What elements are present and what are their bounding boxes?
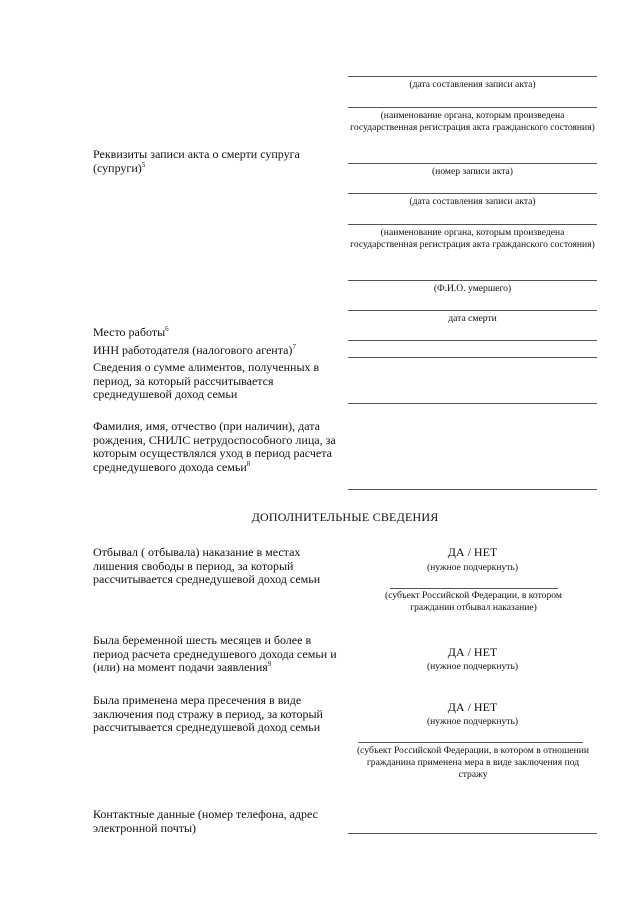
date-record-1-caption: (дата составления записи акта) [409, 79, 536, 90]
footnote-8: 8 [246, 459, 251, 468]
footnote-6: 6 [165, 325, 169, 333]
death-record-label [93, 148, 338, 175]
employer-inn-line[interactable] [348, 357, 597, 358]
organ-2-line[interactable] [348, 224, 597, 225]
contacts-label: Контактные данные (номер телефона, адрес электронной почты) [93, 807, 318, 835]
date-record-1-line[interactable] [348, 76, 597, 77]
workplace-line[interactable] [348, 340, 597, 341]
custody-yes-no[interactable]: ДА / НЕТ [447, 700, 498, 714]
pregnancy-label [93, 634, 348, 675]
employer-inn-label [93, 344, 296, 358]
record-number-line[interactable] [348, 163, 597, 164]
footnote-7: 7 [292, 343, 296, 351]
additional-info-heading: ДОПОЛНИТЕЛЬНЫЕ СВЕДЕНИЯ [251, 510, 439, 524]
alimony-label: Сведения о сумме алиментов, полученных в период, за который рассчитывается среднедушевой доход семьи [93, 360, 320, 401]
date-record-2-line[interactable] [348, 193, 597, 194]
pregnancy-text: Была беременной шесть месяцев и более в период расчета среднедушевого дохода семьи и (или) на момент подачи заявления [93, 633, 337, 674]
alimony-line[interactable] [348, 403, 597, 404]
organ-1-line[interactable] [348, 107, 597, 108]
contacts-line[interactable] [348, 833, 597, 834]
deceased-name-caption: (Ф.И.О. умершего) [433, 283, 512, 294]
deceased-name-line[interactable] [348, 280, 597, 281]
pregnancy-hint: (нужное подчеркнуть) [426, 661, 519, 672]
date-record-2-caption: (дата составления записи акта) [409, 196, 536, 207]
imprisonment-hint: (нужное подчеркнуть) [426, 562, 519, 573]
workplace-text: Место работы [93, 325, 166, 339]
imprisonment-region-caption: (субъект Российской Федерации, в котором гражданин отбывал наказание) [385, 590, 562, 613]
footnote-5: 5 [141, 160, 146, 169]
caregiver-label [93, 420, 341, 474]
imprisonment-yes-no[interactable]: ДА / НЕТ [447, 545, 498, 559]
caregiver-line[interactable] [348, 489, 597, 490]
organ-1-caption: (наименование органа, которым произведена государственная регистрация акта гражданского состояния) [350, 110, 595, 133]
caregiver-text: Фамилия, имя, отчество (при наличии), дата рождения, СНИЛС нетрудоспособного лица, за которым осуществлялся уход в период расчета среднедушевого дохода семьи [93, 419, 336, 474]
custody-hint: (нужное подчеркнуть) [426, 716, 519, 727]
custody-label: Была применена мера пресечения в виде заключения под стражу в период, за который рассчитывается среднедушевой доход семьи [93, 693, 323, 734]
custody-region-line[interactable] [358, 742, 583, 743]
death-date-caption: дата смерти [448, 313, 497, 324]
employer-inn-text: ИНН работодателя (налогового агента) [93, 343, 293, 357]
footnote-9: 9 [267, 660, 272, 668]
custody-region-caption: (субъект Российской Федерации, в котором в отношении гражданина применена мера в виде заключения под стражу [356, 745, 590, 780]
imprisonment-label: Отбывал ( отбывала) наказание в местах лишения свободы в период, за который рассчитывается среднедушевой доход семьи [93, 545, 321, 586]
death-record-text: Реквизиты записи акта о смерти супруга (супруги) [93, 147, 300, 175]
imprisonment-region-line[interactable] [390, 588, 558, 589]
record-number-caption: (номер записи акта) [431, 166, 513, 177]
organ-2-caption: (наименование органа, которым произведена государственная регистрация акта гражданского состояния) [350, 227, 595, 250]
death-date-line[interactable] [348, 310, 597, 311]
workplace-label [93, 326, 169, 340]
pregnancy-yes-no[interactable]: ДА / НЕТ [447, 645, 498, 659]
